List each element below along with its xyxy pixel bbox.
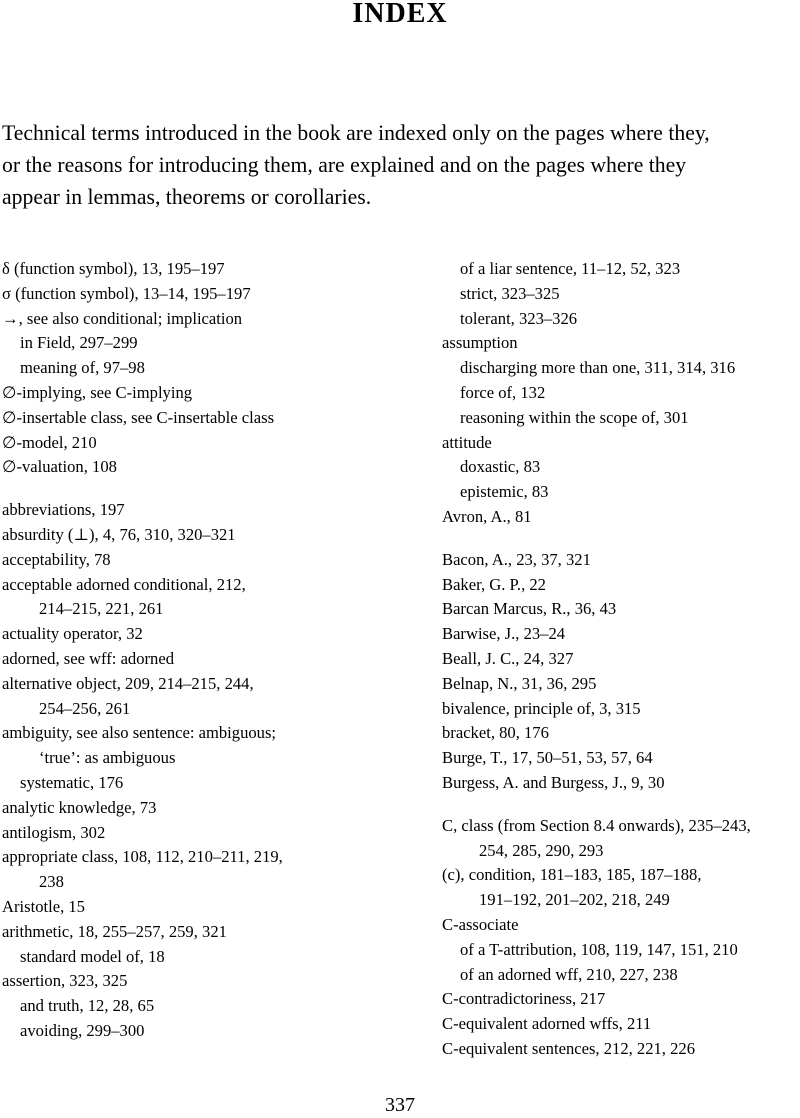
index-entry: antilogism, 302 [2, 822, 106, 842]
index-entry: acceptability, 78 [2, 549, 111, 569]
index-entry: C, class (from Section 8.4 onwards), 235–243, [442, 815, 751, 835]
index-entry: C-equivalent sentences, 212, 221, 226 [442, 1038, 695, 1058]
index-entry: of a liar sentence, 11–12, 52, 323 [460, 259, 681, 278]
index-entry: δ (function symbol), 13, 195–197 [2, 259, 225, 278]
index-entry: bivalence, principle of, 3, 315 [442, 698, 641, 718]
index-entry: σ (function symbol), 13–14, 195–197 [2, 283, 251, 303]
page-title: INDEX [352, 0, 448, 29]
index-section-gap [2, 480, 422, 498]
index-entry: ∅-valuation, 108 [2, 457, 117, 477]
index-entry: Barwise, J., 23–24 [442, 624, 566, 644]
index-entry: Aristotle, 15 [2, 896, 85, 916]
index-entry: epistemic, 83 [460, 482, 549, 502]
index-entry: systematic, 176 [20, 772, 124, 792]
index-entry: and truth, 12, 28, 65 [20, 996, 155, 1016]
index-entry: 214–215, 221, 261 [39, 599, 164, 619]
intro-line: Technical terms introduced in the book are indexed only on the pages where they, [2, 121, 710, 145]
index-entry: of a T-attribution, 108, 119, 147, 151, 210 [460, 939, 738, 959]
index-entry: bracket, 80, 176 [442, 723, 549, 743]
index-entry: assertion, 323, 325 [2, 971, 128, 991]
index-column-right [442, 257, 800, 1062]
index-entry: adorned, see wff: adorned [2, 648, 175, 668]
index-section-gap [442, 796, 800, 814]
index-entry: abbreviations, 197 [2, 500, 125, 520]
index-entry: Barcan Marcus, R., 36, 43 [442, 599, 617, 619]
index-entry: assumption [442, 333, 518, 353]
index-entry: ‘true’: as ambiguous [39, 748, 176, 768]
index-entry: Burgess, A. and Burgess, J., 9, 30 [442, 772, 665, 792]
index-entry: tolerant, 323–326 [460, 308, 578, 328]
index-entry: Baker, G. P., 22 [442, 574, 546, 594]
index-entry: analytic knowledge, 73 [2, 797, 157, 817]
index-entry: →, see also conditional; implication [2, 308, 243, 328]
index-entry: discharging more than one, 311, 314, 316 [460, 358, 736, 378]
index-entry: C-associate [442, 914, 519, 934]
index-entry: ∅-implying, see C-implying [2, 382, 193, 402]
intro-line: appear in lemmas, theorems or corollaries. [2, 185, 372, 209]
index-entry: reasoning within the scope of, 301 [460, 407, 689, 427]
index-entry: 254, 285, 290, 293 [479, 840, 604, 860]
index-entry: 238 [39, 872, 64, 892]
index-entry: force of, 132 [460, 382, 546, 402]
index-entry: actuality operator, 32 [2, 624, 143, 644]
page-number: 337 [385, 1094, 415, 1116]
index-entry: appropriate class, 108, 112, 210–211, 219, [2, 847, 283, 867]
index-column-left [2, 257, 422, 1044]
index-entry: ambiguity, see also sentence: ambiguous; [2, 723, 277, 743]
index-entry: Bacon, A., 23, 37, 321 [442, 549, 591, 569]
index-entry: Burge, T., 17, 50–51, 53, 57, 64 [442, 748, 653, 768]
index-entry: doxastic, 83 [460, 457, 541, 477]
index-entry: Beall, J. C., 24, 327 [442, 648, 574, 668]
index-entry: acceptable adorned conditional, 212, [2, 574, 246, 594]
index-entry: ∅-insertable class, see C-insertable class [2, 407, 275, 427]
index-entry: ∅-model, 210 [2, 432, 97, 452]
index-entry: in Field, 297–299 [20, 333, 138, 353]
index-entry: C-contradictoriness, 217 [442, 989, 606, 1009]
index-entry: strict, 323–325 [460, 283, 560, 303]
intro-paragraph [2, 117, 800, 213]
index-entry: of an adorned wff, 210, 227, 238 [460, 964, 678, 984]
index-entry: attitude [442, 432, 492, 452]
index-entry: meaning of, 97–98 [20, 358, 145, 378]
index-entry: Avron, A., 81 [442, 506, 532, 526]
intro-line: or the reasons for introducing them, are explained and on the pages where they [2, 153, 687, 177]
index-entry: arithmetic, 18, 255–257, 259, 321 [2, 921, 227, 941]
index-entry: 191–192, 201–202, 218, 249 [479, 890, 670, 910]
index-entry: avoiding, 299–300 [20, 1020, 145, 1040]
index-entry: absurdity (⊥), 4, 76, 310, 320–321 [2, 524, 236, 544]
index-entry: 254–256, 261 [39, 698, 131, 718]
index-entry: (c), condition, 181–183, 185, 187–188, [442, 865, 702, 885]
index-entry: alternative object, 209, 214–215, 244, [2, 673, 254, 693]
index-entry: C-equivalent adorned wffs, 211 [442, 1014, 652, 1034]
index-entry: standard model of, 18 [20, 946, 165, 966]
index-section-gap [442, 530, 800, 548]
index-entry: Belnap, N., 31, 36, 295 [442, 673, 597, 693]
